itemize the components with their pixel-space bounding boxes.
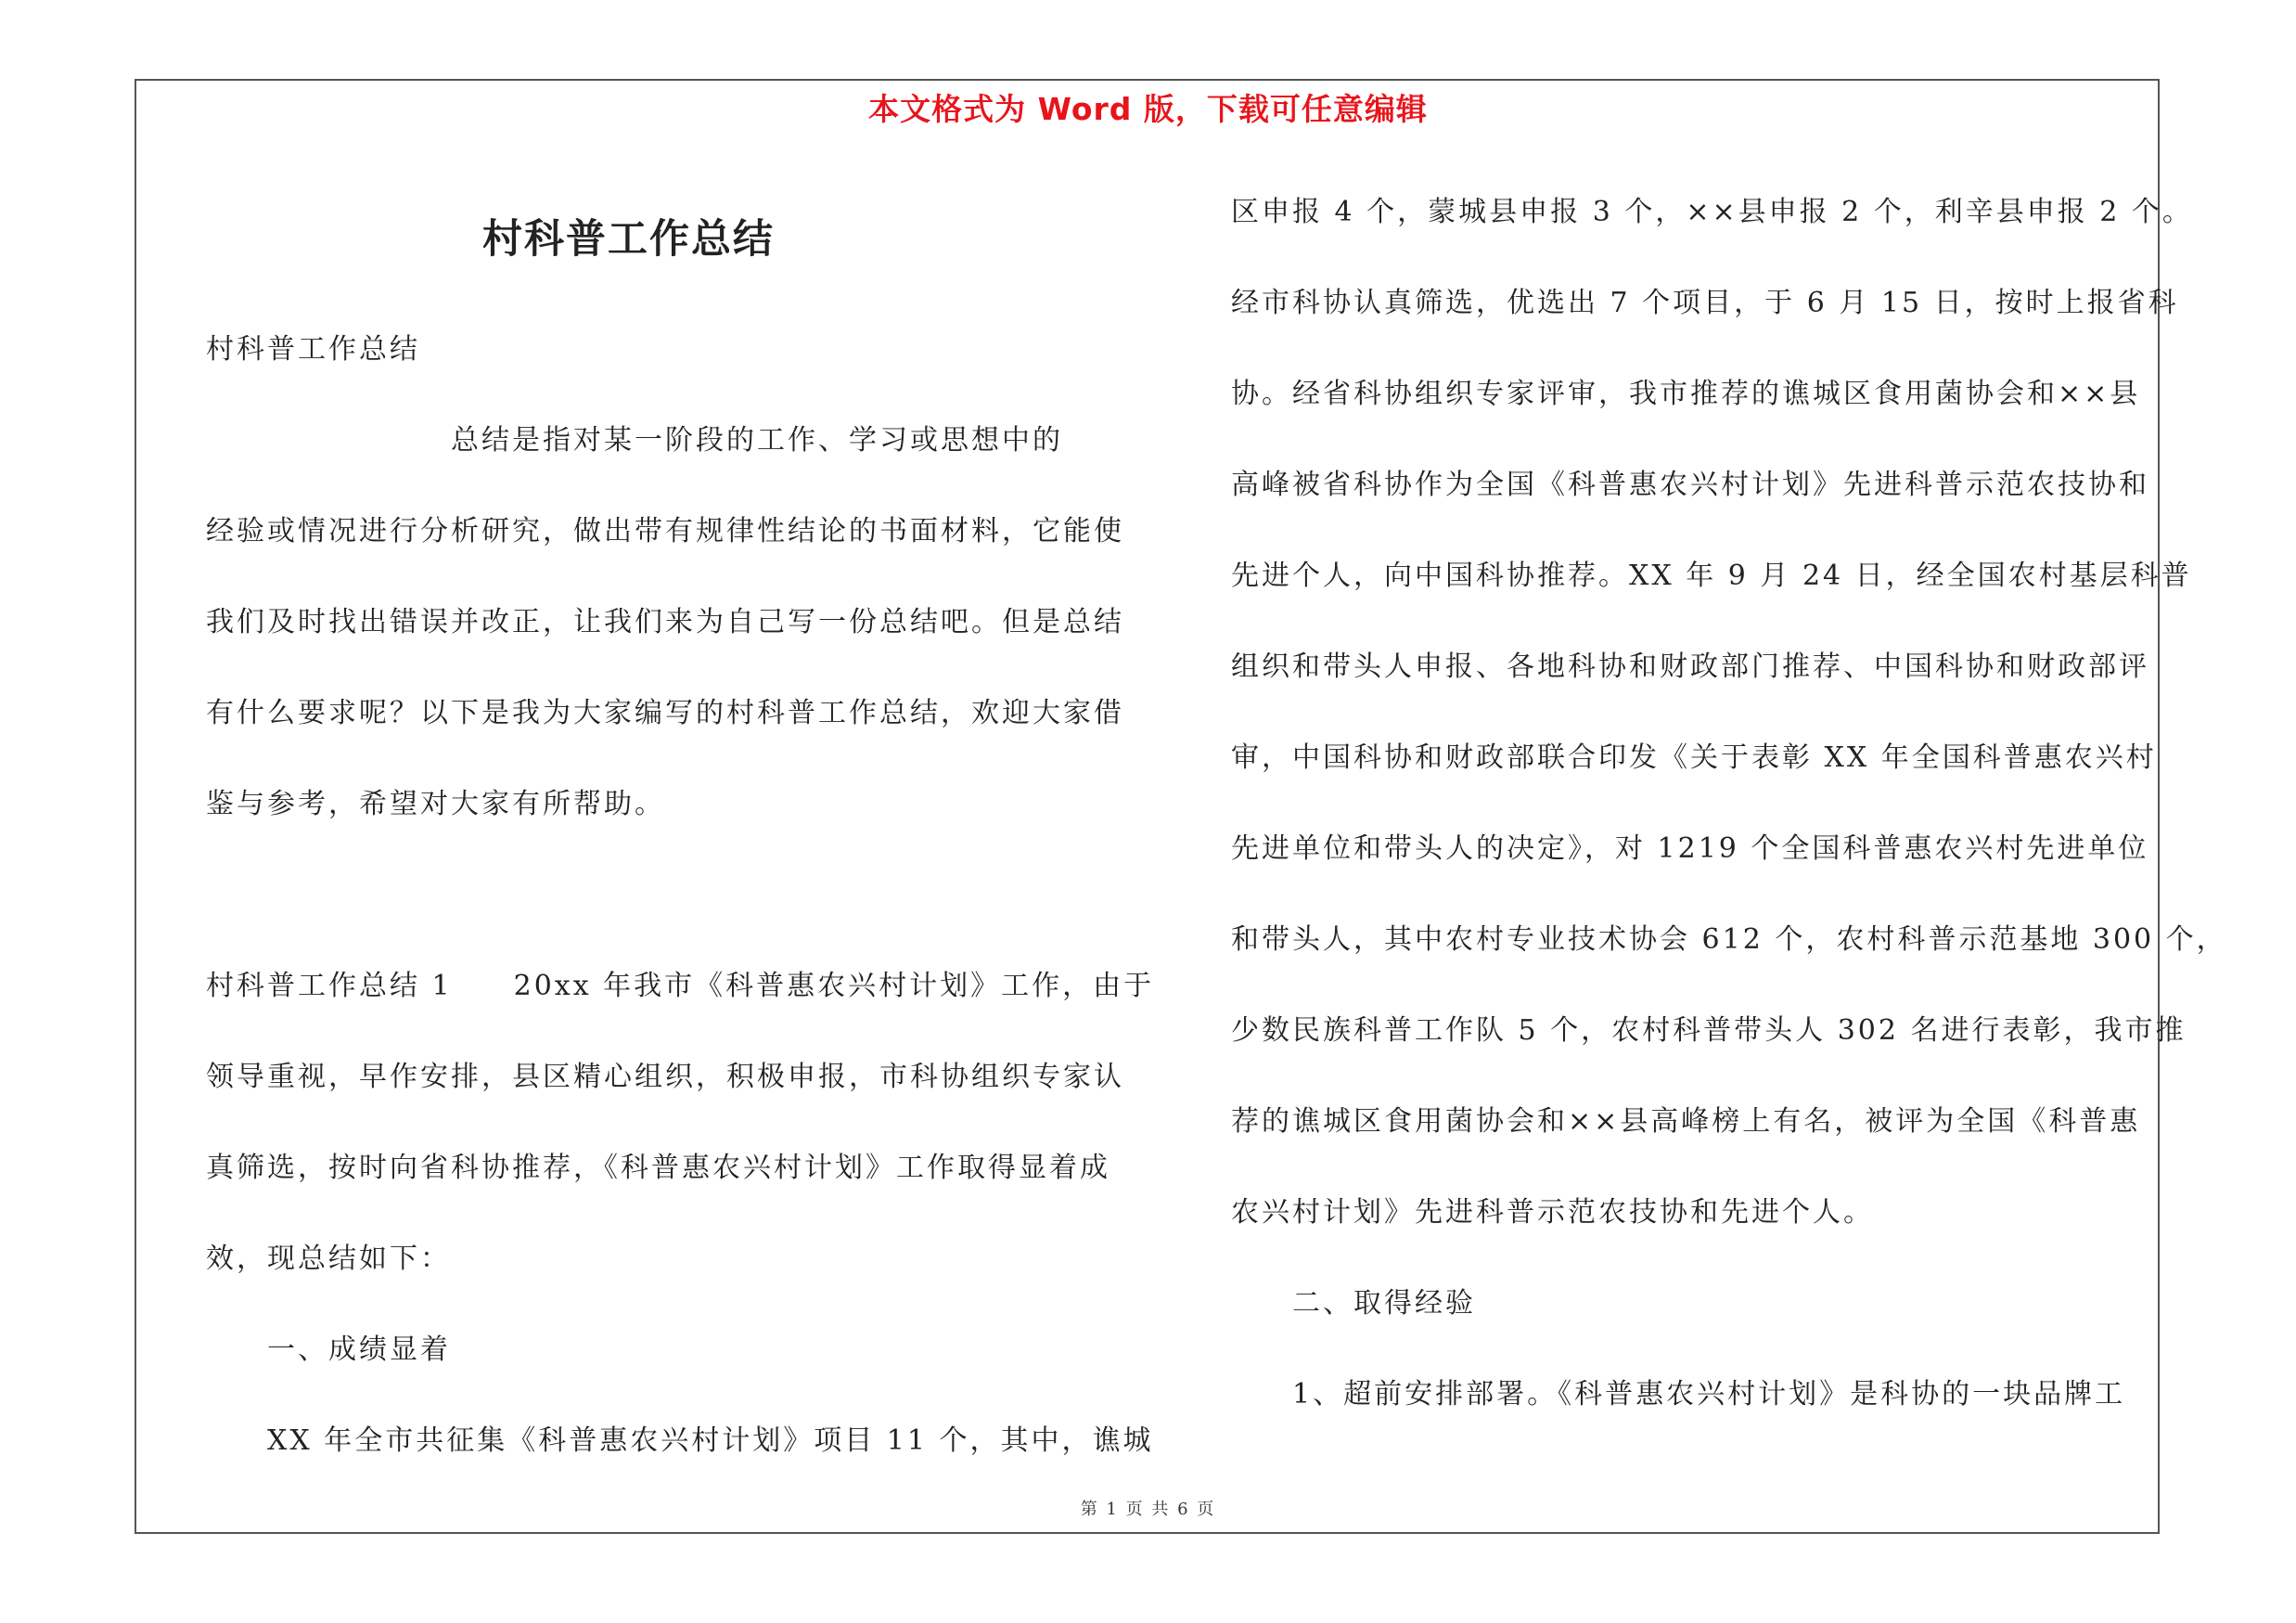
text-line: 先进单位和带头人的决定》，对 1219 个全国科普惠农兴村先进单位: [1231, 832, 2149, 865]
text-line: 区申报 4 个，蒙城县申报 3 个，××县申报 2 个，利辛县申报 2 个。: [1231, 196, 2193, 228]
text-line: 先进个人，向中国科协推荐。XX 年 9 月 24 日，经全国农村基层科普: [1231, 560, 2192, 592]
text-line: 村科普工作总结 1 20xx 年我市《科普惠农兴村计划》工作，由于: [206, 970, 1155, 1002]
text-line: 我们及时找出错误并改正，让我们来为自己写一份总结吧。但是总结: [206, 606, 1124, 638]
text-line: 经验或情况进行分析研究，做出带有规律性结论的书面材料，它能使: [206, 515, 1124, 547]
text-line: 高峰被省科协作为全国《科普惠农兴村计划》先进科普示范农技协和: [1231, 469, 2149, 501]
text-line: 和带头人，其中农村专业技术协会 612 个，农村科普示范基地 300 个，: [1231, 923, 2227, 956]
text-line: 领导重视，早作安排，县区精心组织，积极申报，市科协组织专家认: [206, 1061, 1124, 1093]
text-line: 真筛选，按时向省科协推荐，《科普惠农兴村计划》工作取得显着成: [206, 1152, 1110, 1184]
text-line: 一、成绩显着: [206, 1333, 451, 1366]
text-line: 效，现总结如下：: [206, 1243, 451, 1275]
text-line: 总结是指对某一阶段的工作、学习或思想中的: [206, 424, 1063, 457]
text-line: 鉴与参考，希望对大家有所帮助。: [206, 788, 665, 820]
text-line: 审，中国科协和财政部联合印发《关于表彰 XX 年全国科普惠农兴村: [1231, 741, 2157, 774]
text-line: 协。经省科协组织专家评审，我市推荐的谯城区食用菌协会和××县: [1231, 378, 2141, 410]
text-line: XX 年全市共征集《科普惠农兴村计划》项目 11 个，其中，谯城: [206, 1424, 1154, 1457]
text-line: 组织和带头人申报、各地科协和财政部门推荐、中国科协和财政部评: [1231, 650, 2149, 683]
text-line: 少数民族科普工作队 5 个，农村科普带头人 302 名进行表彰，我市推: [1231, 1014, 2187, 1047]
text-line: 荐的谯城区食用菌协会和××县高峰榜上有名，被评为全国《科普惠: [1231, 1105, 2141, 1138]
text-line: 村科普工作总结: [206, 333, 420, 366]
text-line: 1、超前安排部署。《科普惠农兴村计划》是科协的一块品牌工: [1231, 1378, 2126, 1410]
text-line: 经市科协认真筛选，优选出 7 个项目，于 6 月 15 日，按时上报省科: [1231, 287, 2179, 319]
text-line: 二、取得经验: [1231, 1287, 1476, 1320]
format-banner: 本文格式为 Word 版，下载可任意编辑: [868, 91, 1428, 127]
text-line: 有什么要求呢？以下是我为大家编写的村科普工作总结，欢迎大家借: [206, 697, 1124, 729]
text-line: 农兴村计划》先进科普示范农技协和先进个人。: [1231, 1196, 1874, 1229]
page-footer: 第 1 页 共 6 页: [1080, 1500, 1216, 1519]
document-title: 村科普工作总结: [482, 216, 775, 263]
